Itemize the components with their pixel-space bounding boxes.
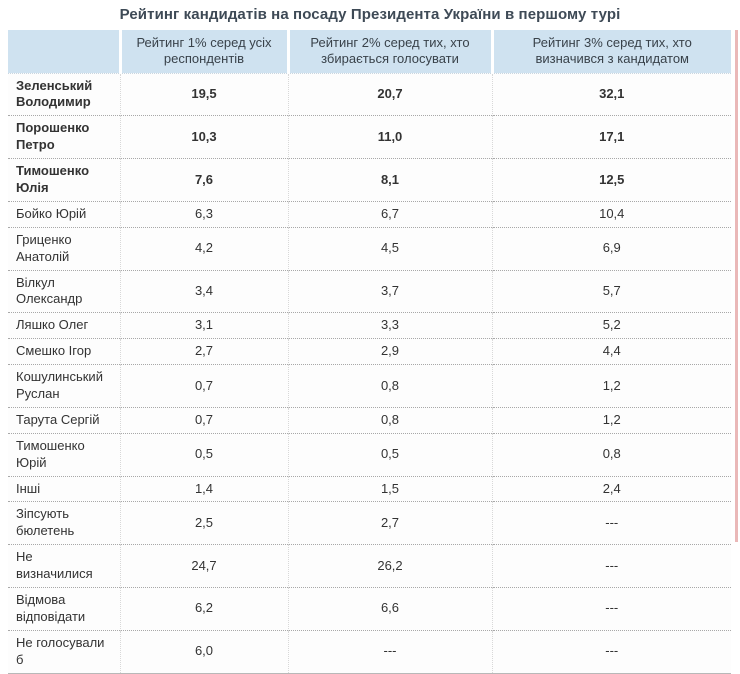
rating-intend-to-vote: 1,5 <box>288 476 492 502</box>
rating-intend-to-vote: 6,6 <box>288 587 492 630</box>
rating-decided: 1,2 <box>492 407 731 433</box>
rating-all-respondents: 3,4 <box>120 270 288 313</box>
rating-intend-to-vote: --- <box>288 630 492 673</box>
rating-all-respondents: 3,1 <box>120 313 288 339</box>
rating-intend-to-vote: 3,3 <box>288 313 492 339</box>
table-row <box>8 73 731 116</box>
rating-all-respondents: 2,7 <box>120 339 288 365</box>
rating-decided: 12,5 <box>492 159 731 202</box>
table-row <box>8 201 731 227</box>
rating-decided: 5,7 <box>492 270 731 313</box>
rating-intend-to-vote: 2,9 <box>288 339 492 365</box>
rating-all-respondents: 6,3 <box>120 201 288 227</box>
table-row <box>8 433 731 476</box>
rating-intend-to-vote: 6,7 <box>288 201 492 227</box>
rating-intend-to-vote: 0,8 <box>288 407 492 433</box>
candidate-name: Тимошенко Юрій <box>8 433 120 476</box>
table-row <box>8 116 731 159</box>
rating-all-respondents: 0,7 <box>120 407 288 433</box>
candidate-name: Гриценко Анатолій <box>8 227 120 270</box>
candidate-name: Зеленський Володимир <box>8 73 120 116</box>
candidate-name: Ляшко Олег <box>8 313 120 339</box>
rating-intend-to-vote: 26,2 <box>288 545 492 588</box>
rating-all-respondents: 6,0 <box>120 630 288 673</box>
rating-decided: 5,2 <box>492 313 731 339</box>
rating-all-respondents: 10,3 <box>120 116 288 159</box>
rating-decided: 1,2 <box>492 365 731 408</box>
rating-all-respondents: 24,7 <box>120 545 288 588</box>
rating-all-respondents: 0,7 <box>120 365 288 408</box>
candidate-name: Не визначилися <box>8 545 120 588</box>
candidate-name: Тимошенко Юлія <box>8 159 120 202</box>
rating-intend-to-vote: 2,7 <box>288 502 492 545</box>
candidate-name: Інші <box>8 476 120 502</box>
table-row <box>8 365 731 408</box>
rating-intend-to-vote: 8,1 <box>288 159 492 202</box>
rating-all-respondents: 1,4 <box>120 476 288 502</box>
rating-decided: --- <box>492 502 731 545</box>
page-title: Рейтинг кандидатів на посаду Президента України в першому турі <box>119 6 621 23</box>
table-row <box>8 313 731 339</box>
table-row <box>8 545 731 588</box>
table-row <box>8 339 731 365</box>
rating-all-respondents: 6,2 <box>120 587 288 630</box>
rating-decided: 32,1 <box>492 73 731 116</box>
ratings-table <box>8 30 731 674</box>
right-edge-line <box>735 30 738 542</box>
rating-intend-to-vote: 3,7 <box>288 270 492 313</box>
rating-intend-to-vote: 20,7 <box>288 73 492 116</box>
rating-decided: 10,4 <box>492 201 731 227</box>
candidate-name: Кошулинський Руслан <box>8 365 120 408</box>
candidate-name: Вілкул Олександр <box>8 270 120 313</box>
rating-decided: 6,9 <box>492 227 731 270</box>
rating-all-respondents: 7,6 <box>120 159 288 202</box>
rating-decided: 4,4 <box>492 339 731 365</box>
rating-decided: 17,1 <box>492 116 731 159</box>
candidate-name: Бойко Юрій <box>8 201 120 227</box>
rating-all-respondents: 0,5 <box>120 433 288 476</box>
rating-decided: --- <box>492 545 731 588</box>
rating-all-respondents: 4,2 <box>120 227 288 270</box>
table-row <box>8 587 731 630</box>
rating-intend-to-vote: 4,5 <box>288 227 492 270</box>
rating-intend-to-vote: 0,5 <box>288 433 492 476</box>
candidate-name: Порошенко Петро <box>8 116 120 159</box>
rating-all-respondents: 2,5 <box>120 502 288 545</box>
table-row <box>8 270 731 313</box>
table-row <box>8 630 731 673</box>
rating-all-respondents: 19,5 <box>120 73 288 116</box>
table-row <box>8 502 731 545</box>
table-row <box>8 476 731 502</box>
rating-intend-to-vote: 0,8 <box>288 365 492 408</box>
table-row <box>8 407 731 433</box>
rating-decided: --- <box>492 587 731 630</box>
header-empty-cell <box>8 30 120 73</box>
header-row <box>8 30 731 73</box>
table-row <box>8 159 731 202</box>
table-row <box>8 227 731 270</box>
rating-decided: 0,8 <box>492 433 731 476</box>
candidate-name: Смешко Ігор <box>8 339 120 365</box>
header-col-decided: Рейтинг 3% серед тих, хто визначився з кандидатом <box>492 30 731 73</box>
header-col-all-respondents: Рейтинг 1% серед усіх респондентів <box>120 30 288 73</box>
header-col-intend-to-vote: Рейтинг 2% серед тих, хто збирається голосувати <box>288 30 492 73</box>
rating-decided: 2,4 <box>492 476 731 502</box>
rating-intend-to-vote: 11,0 <box>288 116 492 159</box>
candidate-name: Зіпсують бюлетень <box>8 502 120 545</box>
rating-decided: --- <box>492 630 731 673</box>
candidate-name: Не голосували б <box>8 630 120 673</box>
candidate-name: Відмова відповідати <box>8 587 120 630</box>
candidate-name: Тарута Сергій <box>8 407 120 433</box>
table-body <box>8 73 731 673</box>
